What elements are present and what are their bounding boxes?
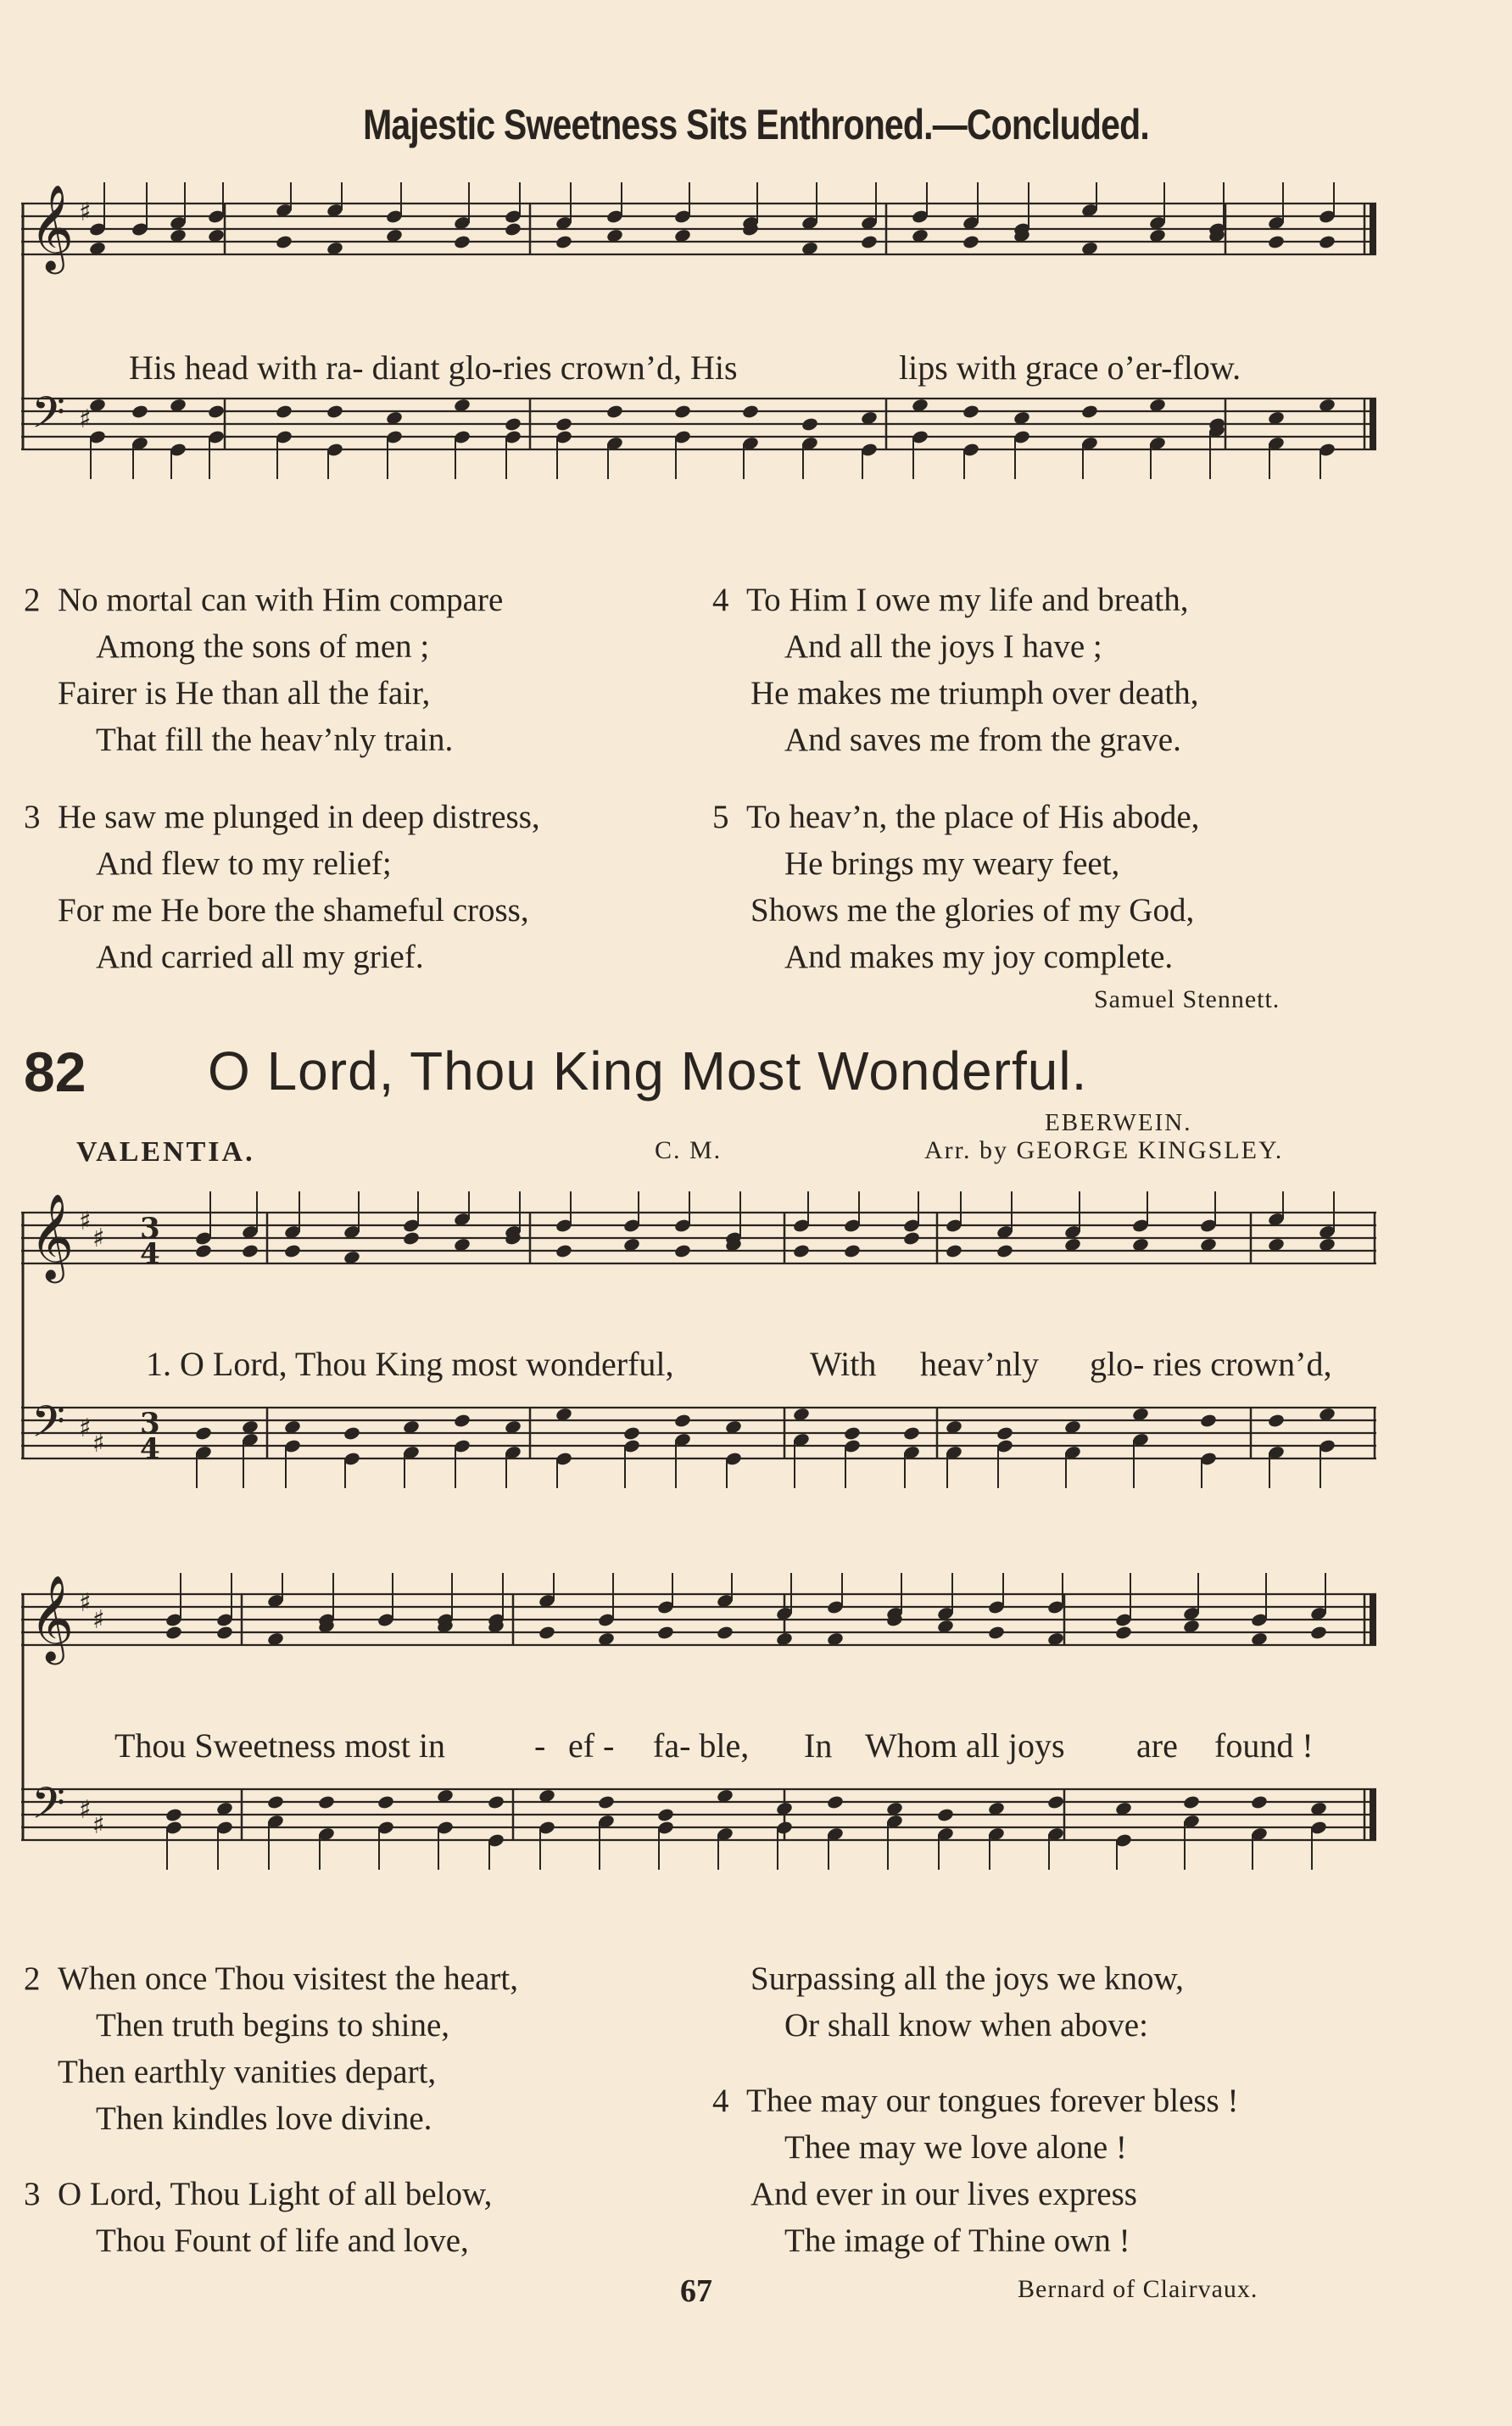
note-head <box>275 234 293 249</box>
note-head <box>1309 1625 1327 1640</box>
verse-line: Thee may we love alone ! <box>784 2129 1127 2166</box>
verse-line: And ever in our lives express <box>750 2176 1137 2212</box>
verse-line: 4 To Him I owe my life and breath, <box>712 577 1199 623</box>
hymn-number: 82 <box>24 1040 86 1103</box>
note-head <box>165 1807 182 1822</box>
note-head <box>716 1625 734 1640</box>
verse-number: 4 <box>712 2083 729 2119</box>
verse-number: 5 <box>712 799 729 835</box>
section-title-concluded: Majestic Sweetness Sits Enthroned.—Concluded. <box>363 101 1149 148</box>
note-head <box>801 416 818 432</box>
note-head <box>996 1243 1013 1258</box>
verse-line: Surpassing all the joys we know, <box>750 1960 1184 1997</box>
final-barline <box>1370 1594 1376 1645</box>
verse-number: 3 <box>24 2176 41 2212</box>
lyric-line-1-b: With <box>810 1345 877 1383</box>
note-head <box>215 1625 233 1640</box>
verse-line: He makes me triumph over death, <box>750 675 1199 711</box>
bass-staff <box>21 1408 1376 1458</box>
verse-line: 2 When once Thou visitest the heart, <box>24 1955 518 2002</box>
verse-block-hymn-left <box>24 1955 518 2264</box>
lyric-line-2-c: ef - <box>568 1726 615 1765</box>
composer-credit: EBERWEIN. <box>1045 1109 1192 1136</box>
verse-line: 2 No mortal can with Him compare <box>24 577 540 623</box>
verse-number: 3 <box>24 799 41 835</box>
sharp-icon: ♯ <box>92 1810 105 1840</box>
sharp-icon: ♯ <box>79 1795 92 1825</box>
note-head <box>1318 234 1336 249</box>
treble-clef-icon: 𝄞 <box>30 183 75 270</box>
verse-number: 2 <box>24 1960 41 1997</box>
note-head <box>165 1625 182 1640</box>
note-head <box>656 1625 674 1640</box>
lyric-line-1-a: 1. O Lord, Thou King most wonderful, <box>146 1345 674 1383</box>
note-head <box>656 1807 674 1822</box>
time-signature-treble-top: 3 <box>140 1212 160 1246</box>
note-head <box>453 234 471 249</box>
lyric-line-1-c: heav’nly <box>920 1345 1039 1383</box>
lyric-line-2-a: Thou Sweetness most in <box>114 1726 445 1765</box>
note-head <box>622 1425 640 1441</box>
hymn-title: O Lord, Thou King Most Wonderful. <box>208 1040 1088 1101</box>
note-head <box>987 1625 1005 1640</box>
note-head <box>673 1413 691 1428</box>
verse-line: Fairer is He than all the fair, <box>58 675 431 711</box>
note-head <box>131 404 148 419</box>
note-head <box>945 1243 962 1258</box>
verse-block-top-left <box>24 577 540 980</box>
lyric-line-2-f: Whom all joys <box>865 1726 1065 1765</box>
note-head <box>487 1794 505 1810</box>
bass-clef-icon: 𝄢 <box>31 1777 65 1839</box>
note-head <box>860 234 878 249</box>
verse-line: Then earthly vanities depart, <box>58 2054 437 2090</box>
sharp-icon: ♯ <box>79 1588 92 1618</box>
time-signature-bass-bottom: 4 <box>140 1432 160 1466</box>
note-head <box>1199 1413 1217 1428</box>
note-head <box>504 221 522 237</box>
note-head <box>555 416 572 432</box>
note-head <box>843 1243 861 1258</box>
note-head <box>902 1425 920 1441</box>
note-head <box>453 1413 471 1428</box>
note-head <box>826 1794 844 1810</box>
note-head <box>343 1425 360 1441</box>
note-head <box>792 1243 810 1258</box>
verse-line: Shows me the glories of my God, <box>750 892 1195 929</box>
note-head <box>504 416 522 432</box>
note-head <box>1046 1794 1064 1810</box>
sharp-icon: ♯ <box>92 1224 105 1253</box>
note-head <box>402 1230 420 1246</box>
note-head <box>317 1794 335 1810</box>
note-head <box>1267 1413 1285 1428</box>
verse-line: And makes my joy complete. <box>784 939 1174 975</box>
verse-line: Thou Fount of life and love, <box>96 2222 469 2259</box>
note-head <box>538 1625 555 1640</box>
lyric-line-top-b: lips with grace o’er-flow. <box>899 349 1241 387</box>
treble-staff <box>21 1213 1376 1263</box>
note-head <box>673 404 691 419</box>
note-head <box>555 1243 572 1258</box>
sharp-icon: ♯ <box>92 1429 105 1458</box>
treble-clef-icon: 𝄞 <box>30 1192 75 1280</box>
note-head <box>207 404 225 419</box>
note-head <box>194 1243 212 1258</box>
time-signature-treble-bottom: 4 <box>140 1237 160 1271</box>
verse-line: The image of Thine own ! <box>784 2222 1130 2259</box>
note-head <box>1250 1794 1268 1810</box>
tune-name: VALENTIA. <box>76 1136 255 1168</box>
lyric-line-2-e: In <box>804 1726 833 1765</box>
note-head <box>194 1425 212 1441</box>
note-head <box>266 1794 284 1810</box>
sharp-icon: ♯ <box>92 1605 105 1635</box>
verse-line: 3 He saw me plunged in deep distress, <box>24 794 540 840</box>
note-head <box>283 1243 301 1258</box>
bass-clef-icon: 𝄢 <box>31 387 65 449</box>
note-head <box>996 1425 1013 1441</box>
note-head <box>902 1230 920 1246</box>
meter: C. M. <box>655 1136 723 1164</box>
verse-line: That fill the heav’nly train. <box>96 722 454 758</box>
note-head <box>962 234 979 249</box>
verse-line: 5 To heav’n, the place of His abode, <box>712 794 1199 840</box>
note-head <box>1182 1794 1200 1810</box>
final-barline <box>1370 1789 1376 1840</box>
lyric-line-2-g: are <box>1136 1726 1178 1765</box>
verse-line: For me He bore the shameful cross, <box>58 892 529 929</box>
note-head <box>377 1794 394 1810</box>
note-head <box>275 404 293 419</box>
note-head <box>1080 404 1098 419</box>
author-credit-hymn: Bernard of Clairvaux. <box>1018 2275 1258 2303</box>
sharp-icon: ♯ <box>79 404 92 434</box>
lyric-line-1-d: glo- ries crown’d, <box>1090 1345 1332 1383</box>
lyric-line-2-d: fa- ble, <box>653 1726 750 1765</box>
verse-line: And flew to my relief; <box>96 845 392 882</box>
note-head <box>741 404 759 419</box>
page-number: 67 <box>680 2273 712 2309</box>
sharp-icon: ♯ <box>79 1414 92 1443</box>
sharp-icon: ♯ <box>79 198 92 227</box>
note-head <box>326 404 343 419</box>
note-head <box>1114 1625 1132 1640</box>
verse-line: Or shall know when above: <box>784 2007 1148 2044</box>
note-head <box>555 234 572 249</box>
final-barline <box>1370 399 1376 449</box>
verse-line: And saves me from the grave. <box>784 722 1181 758</box>
lyric-line-top-a: His head with ra- diant glo-ries crown’d, His <box>129 349 738 387</box>
lyric-line-2-h: found ! <box>1214 1726 1314 1765</box>
note-head <box>1267 234 1285 249</box>
bass-clef-icon: 𝄢 <box>31 1396 65 1458</box>
lyric-line-2-b: - <box>534 1726 546 1765</box>
verse-line: Among the sons of men ; <box>96 628 430 665</box>
sharp-icon: ♯ <box>79 1207 92 1236</box>
note-head <box>843 1425 861 1441</box>
note-head <box>673 1243 691 1258</box>
verse-line: Then kindles love divine. <box>96 2100 432 2137</box>
time-signature-bass-top: 3 <box>140 1407 160 1441</box>
final-barline <box>1370 204 1376 254</box>
verse-number: 2 <box>24 582 41 618</box>
verse-line: Then truth begins to shine, <box>96 2007 450 2044</box>
verse-line: 3 O Lord, Thou Light of all below, <box>24 2171 518 2217</box>
verse-line: And carried all my grief. <box>96 939 424 975</box>
note-head <box>241 1243 259 1258</box>
arranger-credit: Arr. by GEORGE KINGSLEY. <box>924 1136 1284 1164</box>
verse-block-top-right <box>712 577 1199 980</box>
verse-block-hymn-right <box>712 1955 1238 2264</box>
note-head <box>962 404 979 419</box>
verse-number: 4 <box>712 582 729 618</box>
verse-line: And all the joys I have ; <box>784 628 1102 665</box>
note-head <box>936 1807 954 1822</box>
note-head <box>597 1794 615 1810</box>
verse-line: 4 Thee may our tongues forever bless ! <box>712 2077 1238 2124</box>
note-head <box>605 404 623 419</box>
author-credit-top: Samuel Stennett. <box>1094 985 1280 1013</box>
verse-line: He brings my weary feet, <box>784 845 1120 882</box>
treble-clef-icon: 𝄞 <box>30 1574 75 1661</box>
